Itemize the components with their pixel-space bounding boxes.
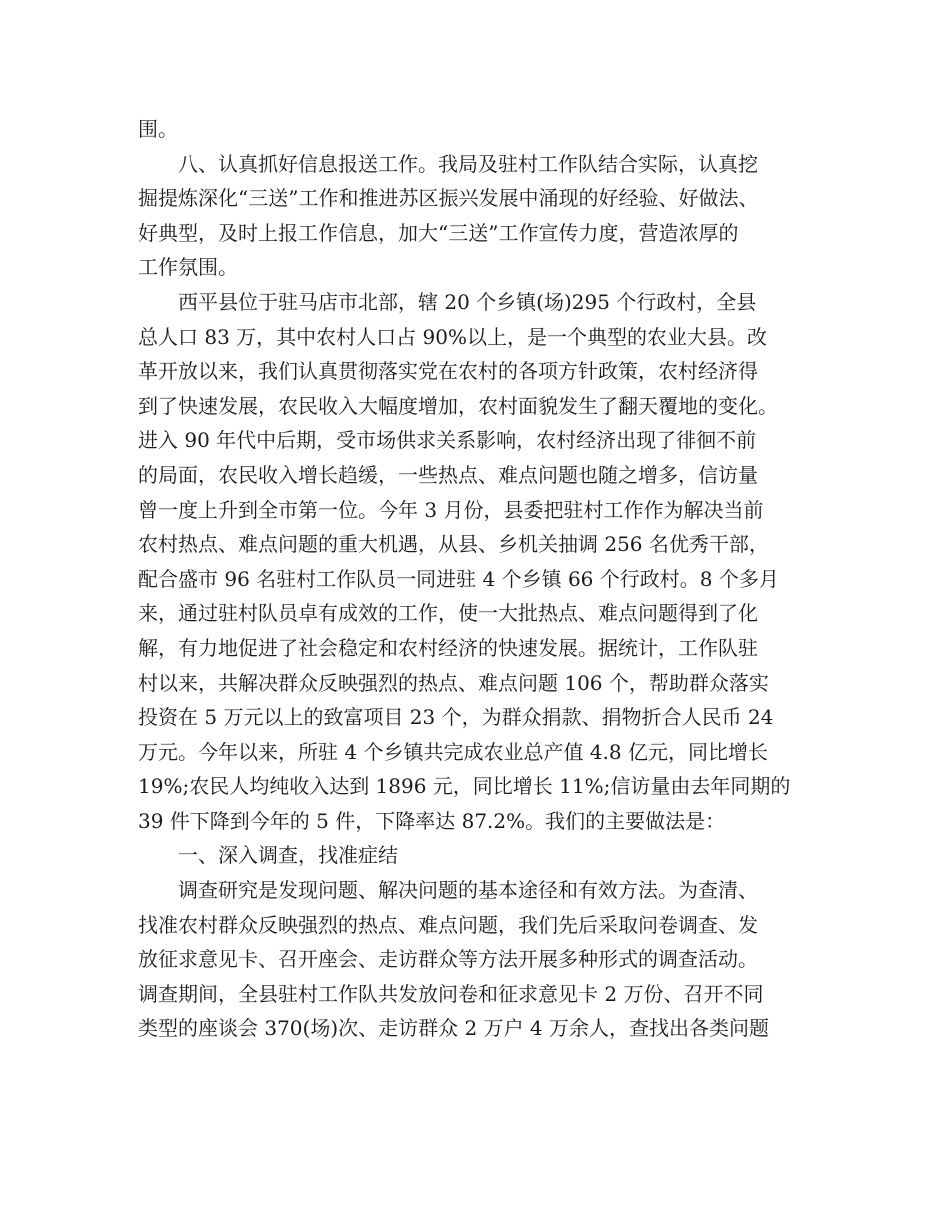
text-line: 解，有力地促进了社会稳定和农村经济的快速发展。据统计，工作队驻 [138, 635, 758, 660]
text-line: 革开放以来，我们认真贯彻落实党在农村的各项方针政策，农村经济得 [138, 359, 758, 384]
text-line: 农村热点、难点问题的重大机遇，从县、乡机关抽调 256 名优秀干部， [138, 532, 769, 557]
text-line: 到了快速发展，农民收入大幅度增加，农村面貌发生了翻天覆地的变化。 [138, 393, 778, 418]
text-line: 围。 [138, 117, 178, 141]
text-line: 来，通过驻村队员卓有成效的工作，使一大批热点、难点问题得到了化 [138, 601, 758, 626]
text-line: 一、深入调查，找准症结 [178, 843, 398, 868]
text-line: 调查研究是发现问题、解决问题的基本途径和有效方法。为查清、 [178, 878, 758, 903]
text-line: 好典型，及时上报工作信息，加大“三送”工作宣传力度，营造浓厚的 [138, 220, 739, 245]
text-line: 总人口 83 万，其中农村人口占 90%以上，是一个典型的农业大县。改 [138, 324, 767, 349]
text-line: 类型的座谈会 370(场)次、走访群众 2 万户 4 万余人，查找出各类问题 [138, 1016, 770, 1041]
text-line: 八、认真抓好信息报送工作。我局及驻村工作队结合实际，认真挖 [178, 151, 758, 176]
text-line: 西平县位于驻马店市北部，辖 20 个乡镇(场)295 个行政村，全县 [178, 289, 757, 314]
text-line: 放征求意见卡、召开座会、走访群众等方法开展多种形式的调查活动。 [138, 947, 758, 972]
text-line: 的局面，农民收入增长趋缓，一些热点、难点问题也随之增多，信访量 [138, 462, 758, 487]
text-line: 村以来，共解决群众反映强烈的热点、难点问题 106 个，帮助群众落实 [138, 670, 769, 695]
text-line: 找准农村群众反映强烈的热点、难点问题，我们先后采取问卷调查、发 [138, 912, 758, 937]
text-line: 曾一度上升到全市第一位。今年 3 月份，县委把驻村工作作为解决当前 [138, 497, 764, 522]
text-line: 39 件下降到今年的 5 件，下降率达 87.2%。我们的主要做法是： [138, 808, 726, 833]
text-line: 19%;农民人均纯收入达到 1896 元，同比增长 11%;信访量由去年同期的 [138, 774, 791, 799]
text-line: 万元。今年以来，所驻 4 个乡镇共完成农业总产值 4.8 亿元，同比增长 [138, 739, 768, 764]
text-line: 投资在 5 万元以上的致富项目 23 个，为群众捐款、捐物折合人民币 24 [138, 705, 774, 730]
body-text [138, 112, 818, 1046]
text-line: 掘提炼深化“三送”工作和推进苏区振兴发展中涌现的好经验、好做法、 [138, 186, 759, 211]
text-line: 调查期间，全县驻村工作队共发放问卷和征求意见卡 2 万份、召开不同 [138, 981, 764, 1006]
text-line: 进入 90 年代中后期，受市场供求关系影响，农村经济出现了徘徊不前 [138, 428, 757, 453]
text-line: 工作氛围。 [138, 255, 238, 280]
text-line: 配合盛市 96 名驻村工作队员一同进驻 4 个乡镇 66 个行政村。8 个多月 [138, 566, 779, 591]
